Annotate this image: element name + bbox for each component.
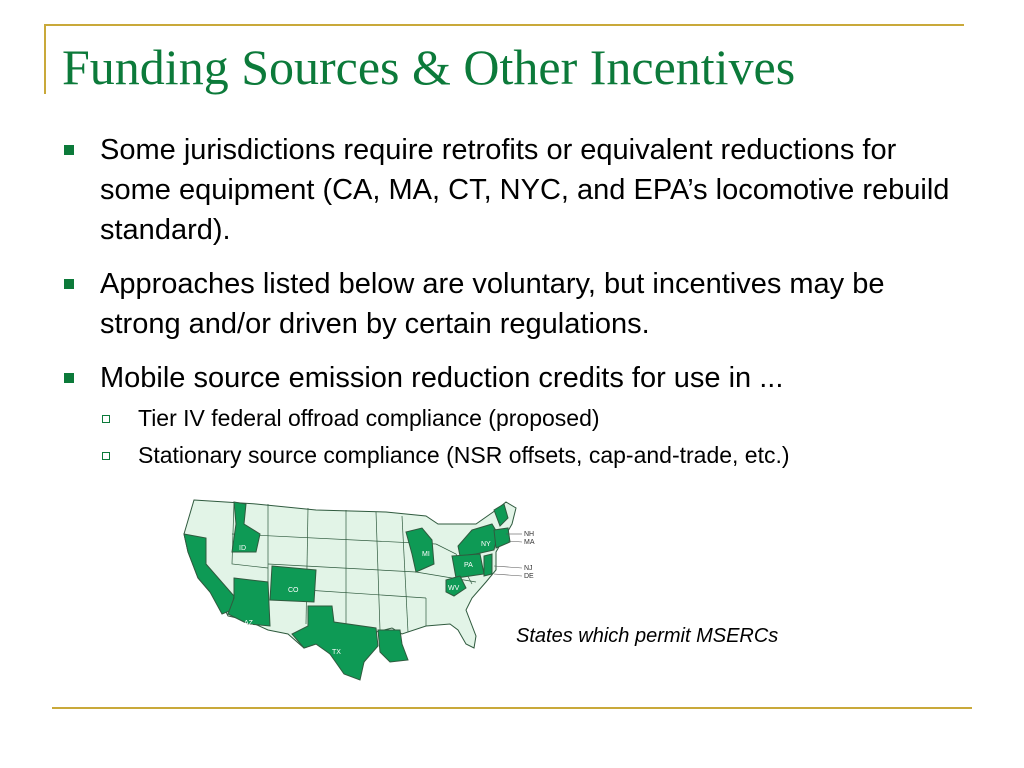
square-bullet-icon (64, 279, 74, 289)
state-nj (484, 554, 492, 576)
map-caption: States which permit MSERCs (516, 625, 779, 647)
state-la (378, 630, 408, 662)
callout-label: DE (524, 573, 534, 580)
callout-label: NH (524, 531, 535, 538)
state-az (228, 578, 270, 626)
square-bullet-icon (64, 373, 74, 383)
bullet-text: Mobile source emission reduction credits for use in ... (100, 362, 784, 394)
bullet-item (60, 358, 960, 398)
state-label: PA (464, 562, 473, 569)
bullet-text: Approaches listed below are voluntary, but incentives may be strong and/or driven by certain regulations. (100, 268, 885, 340)
square-bullet-icon (64, 145, 74, 155)
bullet-item (60, 130, 960, 250)
sub-bullet-text: Tier IV federal offroad compliance (proposed) (138, 405, 600, 431)
state-label: ID (239, 545, 246, 552)
state-label: CA (190, 589, 200, 596)
state-co (270, 566, 316, 602)
state-label: MI (422, 551, 430, 558)
state-label: CO (288, 587, 299, 594)
callout-label: MA (524, 539, 535, 546)
state-label: LA (379, 659, 388, 666)
us-states-map (176, 494, 546, 684)
state-label: TX (332, 649, 341, 656)
state-label: NY (481, 541, 491, 548)
sub-bullet-text: Stationary source compliance (NSR offsets, cap-and-trade, etc.) (138, 442, 790, 468)
frame-bottom-rule (52, 707, 972, 709)
bullet-list (60, 130, 960, 474)
sub-bullet-item (60, 437, 960, 474)
bullet-text: Some jurisdictions require retrofits or equivalent reductions for some equipment (CA, MA, CT, NYC, and EPA’s locomotive rebuild standard). (100, 134, 950, 246)
hollow-square-bullet-icon (102, 452, 110, 460)
state-label: WV (448, 585, 460, 592)
slide-title: Funding Sources & Other Incentives (62, 39, 796, 95)
hollow-square-bullet-icon (102, 415, 110, 423)
bullet-item (60, 264, 960, 344)
sub-bullet-item (60, 400, 960, 437)
frame-top-rule (44, 24, 964, 26)
state-label: AZ (244, 620, 253, 627)
callout-label: NJ (524, 565, 533, 572)
state-ma-ct (494, 528, 510, 548)
frame-left-rule (44, 24, 46, 94)
